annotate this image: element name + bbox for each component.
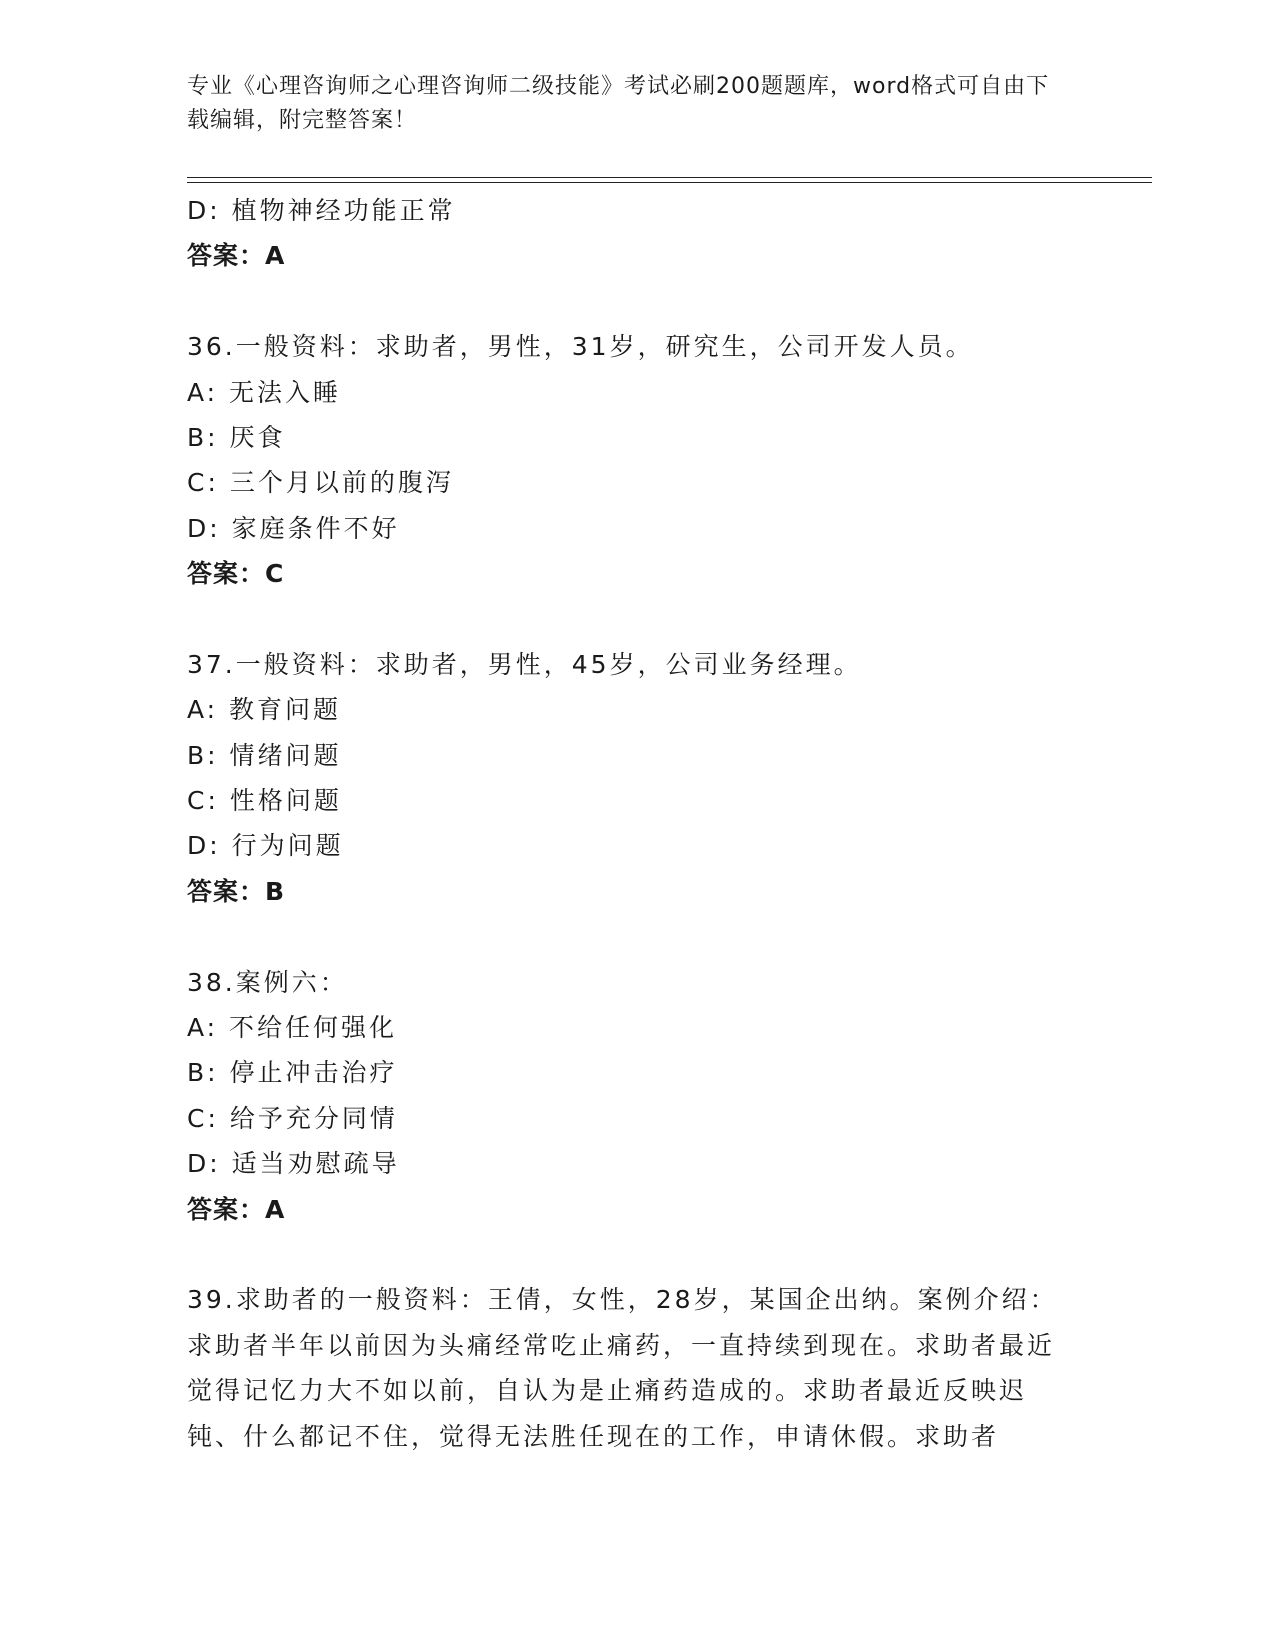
answer: 答案：A: [187, 1194, 286, 1224]
question-39: 39.求助者的一般资料：王倩，女性，28岁，某国企出纳。案例介绍：求助者半年以前因为头痛经常吃止痛药，一直持续到现在。求助者最近觉得记忆力大不如以前，自认为是止痛药造成的。求助者最近反映迟钝、什么都记不住，觉得无法胜任现在的工作，申请休假。求助者: [187, 1285, 1058, 1451]
answer: 答案：B: [187, 876, 286, 906]
option-b: B: 厌食: [187, 422, 286, 452]
spacer: [187, 597, 1087, 642]
option-a: A: 无法入睡: [187, 377, 342, 407]
option-c: C: 性格问题: [187, 786, 342, 816]
answer: 答案：C: [187, 559, 285, 589]
option-a: A: 不给任何强化: [187, 1013, 398, 1043]
header-divider-top: [187, 177, 1152, 178]
header-divider-bottom: [187, 182, 1152, 183]
document-body: [187, 188, 1087, 1459]
spacer: [187, 914, 1087, 959]
spacer: [187, 279, 1087, 324]
option-c: C: 三个月以前的腹泻: [187, 468, 454, 498]
option-c: C: 给予充分同情: [187, 1103, 398, 1133]
question-stem: 38.案例六：: [187, 967, 348, 997]
question-38: [187, 960, 1087, 1232]
header-title: 专业《心理咨询师之心理咨询师二级技能》考试必刷200题题库，word格式可自由下载编辑，附完整答案！: [187, 74, 1050, 133]
option-a: A: 教育问题: [187, 695, 342, 725]
document-header: [187, 70, 1067, 138]
option-b: B: 停止冲击治疗: [187, 1058, 398, 1088]
option-d: D: 家庭条件不好: [187, 513, 400, 543]
spacer: [187, 1232, 1087, 1277]
option-b: B: 情绪问题: [187, 740, 342, 770]
prev-answer: 答案：A: [187, 241, 286, 271]
question-stem: 37.一般资料：求助者，男性，45岁，公司业务经理。: [187, 649, 862, 679]
option-d: D: 行为问题: [187, 831, 344, 861]
question-37: [187, 642, 1087, 914]
prev-option-d: D: 植物神经功能正常: [187, 196, 456, 225]
option-d: D: 适当劝慰疏导: [187, 1149, 400, 1179]
question-stem: 36.一般资料：求助者，男性，31岁，研究生，公司开发人员。: [187, 332, 974, 362]
question-36: [187, 324, 1087, 596]
